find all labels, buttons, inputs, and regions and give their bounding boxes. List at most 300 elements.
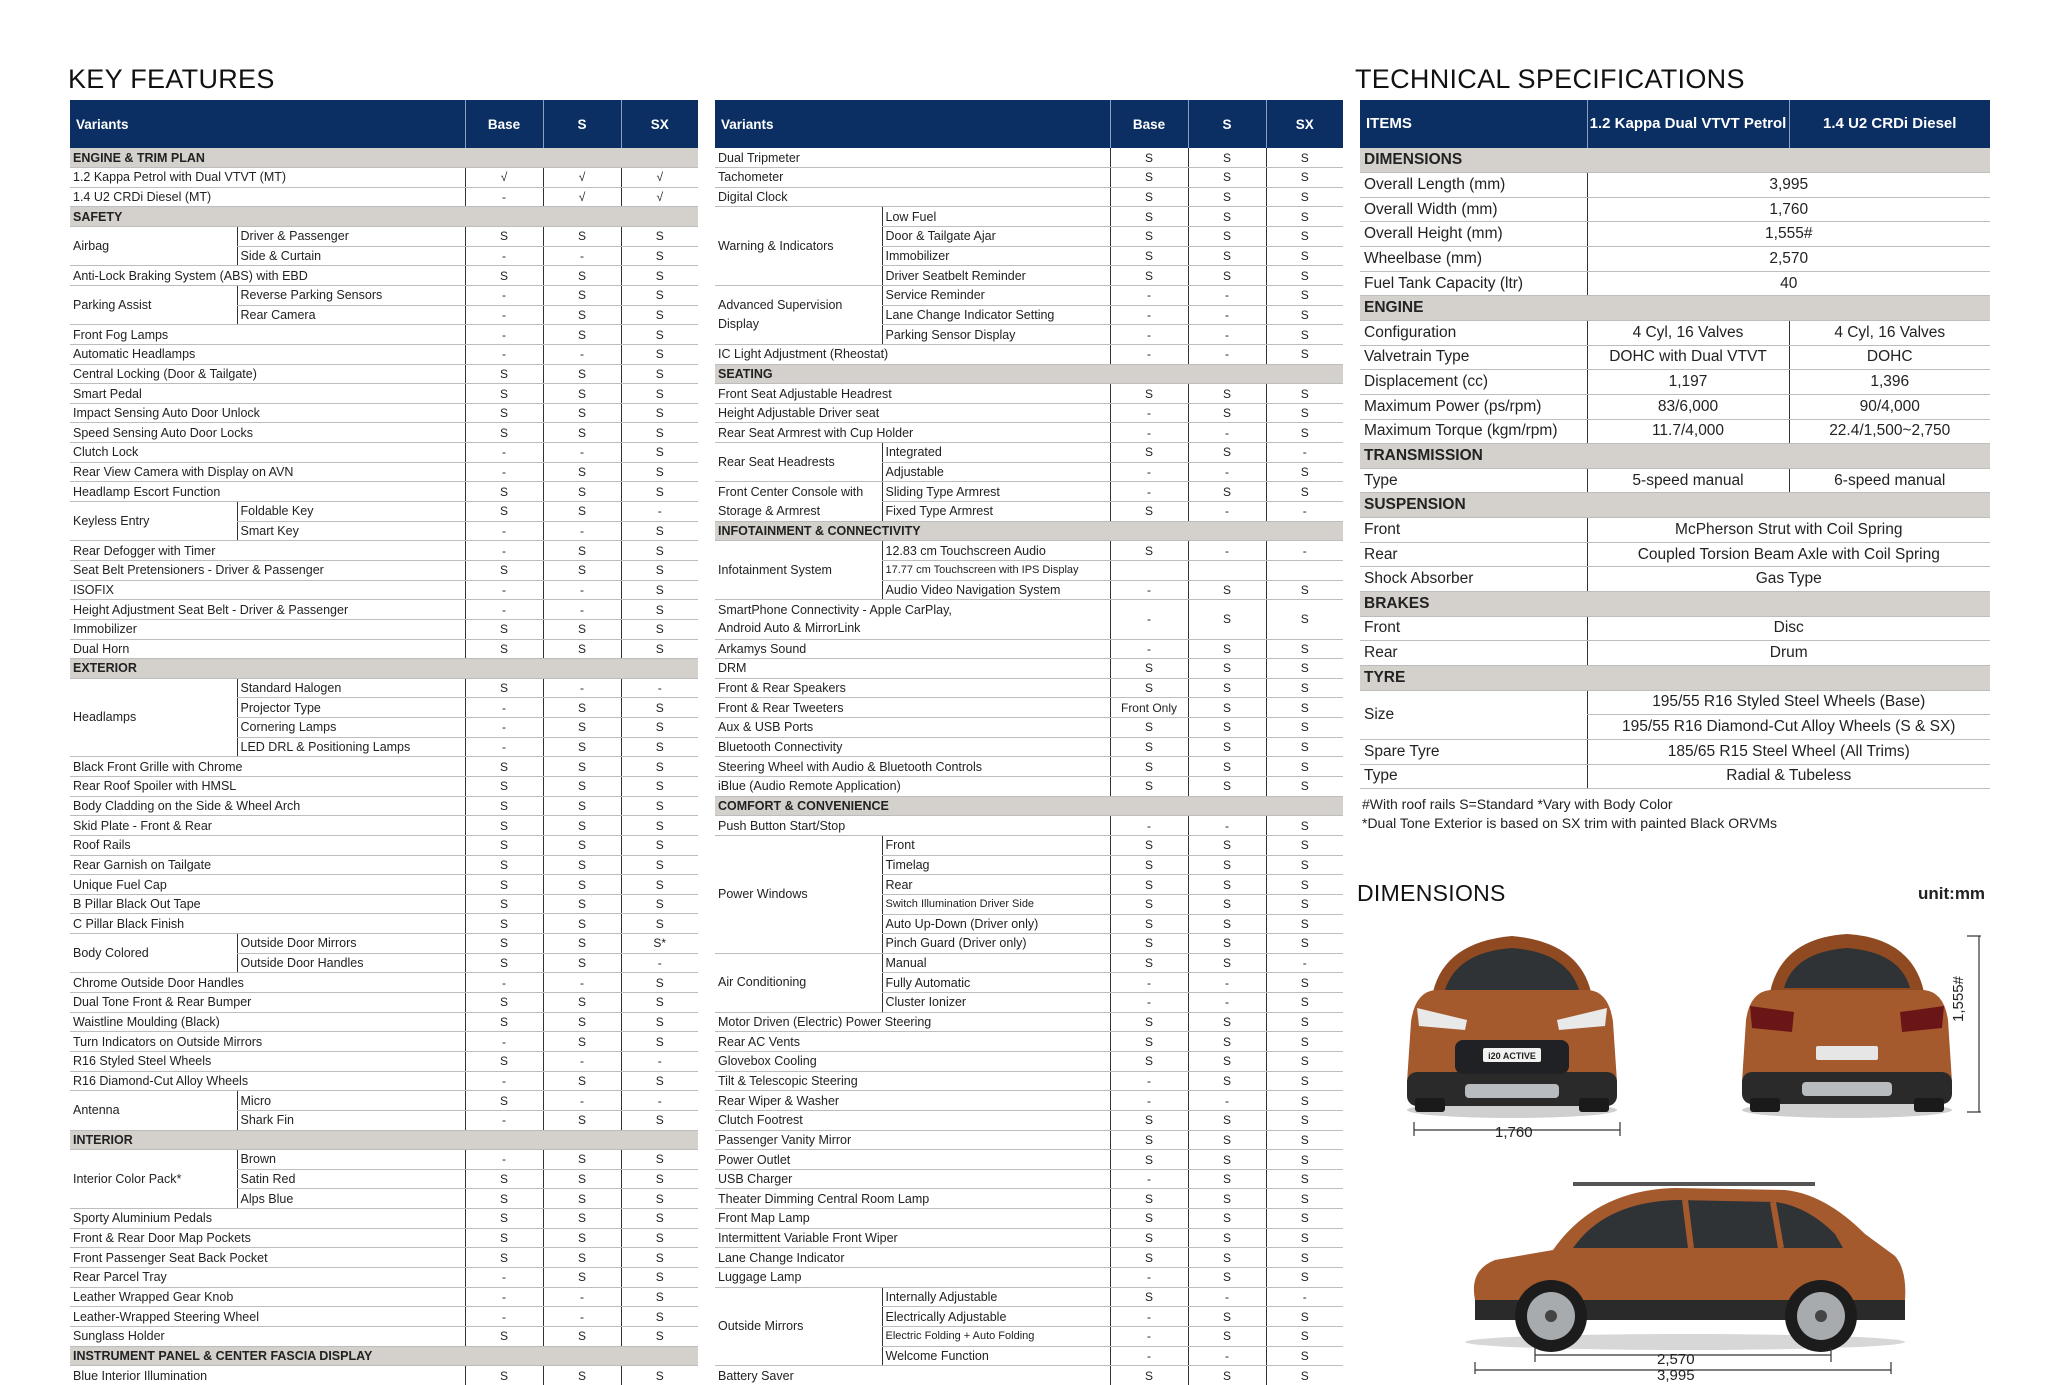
sx-value: S bbox=[1266, 1110, 1343, 1130]
base-value: S bbox=[1110, 934, 1188, 954]
feature-sub-label: Welcome Function bbox=[882, 1346, 1110, 1366]
base-value: - bbox=[1110, 285, 1188, 305]
s-value: S bbox=[1188, 1366, 1266, 1385]
s-header: S bbox=[543, 100, 621, 148]
section-header-row bbox=[1360, 296, 1990, 321]
feature-label: Tilt & Telescopic Steering bbox=[715, 1071, 1110, 1091]
s-value: - bbox=[543, 443, 621, 463]
length-dimension-label: 3,995 bbox=[1657, 1367, 1695, 1384]
feature-row bbox=[70, 1228, 698, 1248]
feature-label: USB Charger bbox=[715, 1169, 1110, 1189]
base-value: S bbox=[1110, 875, 1188, 895]
s-value: S bbox=[1188, 718, 1266, 738]
sx-value: S bbox=[621, 1012, 698, 1032]
sx-value: S bbox=[1266, 639, 1343, 659]
spec-label: Type bbox=[1360, 468, 1587, 493]
spec-value: 195/55 R16 Styled Steel Wheels (Base) bbox=[1587, 690, 1990, 715]
base-value: Front Only bbox=[1110, 698, 1188, 718]
base-value: S bbox=[465, 835, 543, 855]
feature-group-label: Front Center Console with Storage & Armrest bbox=[715, 482, 882, 521]
feature-row bbox=[70, 502, 698, 522]
s-value: S bbox=[1188, 187, 1266, 207]
base-value: S bbox=[1110, 1150, 1188, 1170]
spec-value: Disc bbox=[1587, 616, 1990, 641]
sx-value: - bbox=[1266, 1287, 1343, 1307]
petrol-value: 4 Cyl, 16 Valves bbox=[1587, 320, 1789, 345]
s-value: S bbox=[543, 796, 621, 816]
base-value: S bbox=[465, 875, 543, 895]
spec-row bbox=[1360, 247, 1990, 272]
s-value: S bbox=[1188, 914, 1266, 934]
sx-value: S bbox=[1266, 246, 1343, 266]
spec-row bbox=[1360, 567, 1990, 592]
base-value: S bbox=[1110, 384, 1188, 404]
s-value: S bbox=[1188, 698, 1266, 718]
feature-group-label: Air Conditioning bbox=[715, 953, 882, 1012]
feature-label: Speed Sensing Auto Door Locks bbox=[70, 423, 465, 443]
feature-label: Waistline Moulding (Black) bbox=[70, 1012, 465, 1032]
section-label: INTERIOR bbox=[70, 1130, 698, 1150]
s-value: - bbox=[1188, 1346, 1266, 1366]
sx-value: S bbox=[1266, 718, 1343, 738]
base-value: S bbox=[1110, 1189, 1188, 1209]
base-value: S bbox=[1110, 541, 1188, 561]
s-value: S bbox=[1188, 1051, 1266, 1071]
base-value: S bbox=[1110, 148, 1188, 168]
s-value: S bbox=[1188, 835, 1266, 855]
s-value: S bbox=[1188, 855, 1266, 875]
base-value: S bbox=[465, 1169, 543, 1189]
base-value: S bbox=[1110, 1130, 1188, 1150]
sx-value: - bbox=[621, 953, 698, 973]
s-value: S bbox=[543, 953, 621, 973]
feature-label: Immobilizer bbox=[70, 619, 465, 639]
sx-value: S bbox=[621, 894, 698, 914]
sx-value: S bbox=[1266, 1150, 1343, 1170]
s-value: S bbox=[1188, 443, 1266, 463]
s-value: S bbox=[1188, 678, 1266, 698]
s-value: S bbox=[1188, 1209, 1266, 1229]
section-label: INSTRUMENT PANEL & CENTER FASCIA DISPLAY bbox=[70, 1346, 698, 1366]
spec-label: Maximum Torque (kgm/rpm) bbox=[1360, 419, 1587, 444]
s-value: S bbox=[543, 1268, 621, 1288]
base-value: S bbox=[465, 403, 543, 423]
s-value: S bbox=[1188, 639, 1266, 659]
spec-value: 1,760 bbox=[1587, 197, 1990, 222]
feature-row bbox=[70, 560, 698, 580]
feature-row bbox=[70, 1248, 698, 1268]
sx-value: S bbox=[621, 1366, 698, 1385]
feature-row bbox=[715, 1189, 1343, 1209]
sx-value: S bbox=[1266, 934, 1343, 954]
feature-sub-label: Service Reminder bbox=[882, 285, 1110, 305]
feature-row bbox=[70, 1209, 698, 1229]
sx-value: S bbox=[621, 718, 698, 738]
feature-row bbox=[715, 698, 1343, 718]
sx-value: S* bbox=[621, 934, 698, 954]
s-value: S bbox=[1188, 777, 1266, 797]
base-value: S bbox=[465, 777, 543, 797]
base-value: S bbox=[465, 1326, 543, 1346]
base-value: S bbox=[1110, 246, 1188, 266]
feature-label: Dual Tripmeter bbox=[715, 148, 1110, 168]
sx-value: S bbox=[621, 875, 698, 895]
s-value: S bbox=[543, 1248, 621, 1268]
sx-value: S bbox=[1266, 855, 1343, 875]
feature-group-label: Headlamps bbox=[70, 678, 237, 757]
feature-group-label: Rear Seat Headrests bbox=[715, 443, 882, 482]
feature-sub-label: Reverse Parking Sensors bbox=[237, 285, 465, 305]
sx-value: S bbox=[621, 1071, 698, 1091]
feature-label: Chrome Outside Door Handles bbox=[70, 973, 465, 993]
feature-label: Arkamys Sound bbox=[715, 639, 1110, 659]
s-value: S bbox=[543, 934, 621, 954]
feature-group-label: Infotainment System bbox=[715, 541, 882, 600]
base-value: - bbox=[1110, 482, 1188, 502]
base-value: S bbox=[465, 384, 543, 404]
diesel-value: 90/4,000 bbox=[1789, 394, 1990, 419]
s-value: S bbox=[1188, 1110, 1266, 1130]
feature-group-label: Body Colored bbox=[70, 934, 237, 973]
s-value: S bbox=[543, 1326, 621, 1346]
base-value: - bbox=[465, 305, 543, 325]
feature-group-label: Parking Assist bbox=[70, 285, 237, 324]
feature-row bbox=[715, 1032, 1343, 1052]
sx-value: S bbox=[1266, 1051, 1343, 1071]
feature-group-label: Airbag bbox=[70, 227, 237, 266]
feature-label: Dual Tone Front & Rear Bumper bbox=[70, 993, 465, 1013]
key-features-table-left bbox=[70, 100, 698, 1385]
feature-row bbox=[715, 1209, 1343, 1229]
spec-label: Fuel Tank Capacity (ltr) bbox=[1360, 271, 1587, 296]
base-value: S bbox=[465, 482, 543, 502]
feature-label: Digital Clock bbox=[715, 187, 1110, 207]
base-value: - bbox=[1110, 1307, 1188, 1327]
s-value: S bbox=[1188, 1268, 1266, 1288]
diesel-value: 1,396 bbox=[1789, 370, 1990, 395]
petrol-value: 83/6,000 bbox=[1587, 394, 1789, 419]
feature-group-label: Antenna bbox=[70, 1091, 237, 1130]
sx-value: S bbox=[621, 600, 698, 620]
sx-value: S bbox=[1266, 1248, 1343, 1268]
sx-value: S bbox=[1266, 1268, 1343, 1288]
sx-value: S bbox=[1266, 1307, 1343, 1327]
feature-group-label: Warning & Indicators bbox=[715, 207, 882, 286]
section-header-row bbox=[1360, 148, 1990, 173]
s-value: S bbox=[543, 1189, 621, 1209]
section-label: SAFETY bbox=[70, 207, 698, 227]
feature-row bbox=[715, 600, 1343, 639]
base-value: - bbox=[1110, 1346, 1188, 1366]
s-value: S bbox=[543, 482, 621, 502]
petrol-value: 5-speed manual bbox=[1587, 468, 1789, 493]
feature-sub-label: Sliding Type Armrest bbox=[882, 482, 1110, 502]
feature-row bbox=[715, 1012, 1343, 1032]
section-header-row bbox=[70, 207, 698, 227]
sx-value: S bbox=[1266, 816, 1343, 836]
s-value: - bbox=[543, 1051, 621, 1071]
key-features-title: KEY FEATURES bbox=[68, 64, 275, 94]
spec-value: Coupled Torsion Beam Axle with Coil Spring bbox=[1587, 542, 1990, 567]
base-value: S bbox=[1110, 1032, 1188, 1052]
sx-value: S bbox=[1266, 227, 1343, 247]
feature-label: Anti-Lock Braking System (ABS) with EBD bbox=[70, 266, 465, 286]
base-header: Base bbox=[1110, 100, 1188, 148]
sx-value: S bbox=[621, 521, 698, 541]
feature-label: Turn Indicators on Outside Mirrors bbox=[70, 1032, 465, 1052]
base-value: - bbox=[465, 1032, 543, 1052]
base-value: S bbox=[465, 364, 543, 384]
section-header-row bbox=[70, 659, 698, 679]
feature-sub-label: Rear Camera bbox=[237, 305, 465, 325]
s-value: S bbox=[543, 993, 621, 1013]
sx-value: S bbox=[621, 246, 698, 266]
sx-value: S bbox=[621, 698, 698, 718]
section-label: COMFORT & CONVENIENCE bbox=[715, 796, 1343, 816]
feature-label: Rear Defogger with Timer bbox=[70, 541, 465, 561]
base-value: - bbox=[465, 462, 543, 482]
section-label: BRAKES bbox=[1360, 592, 1990, 617]
spec-label: Valvetrain Type bbox=[1360, 345, 1587, 370]
sx-value: S bbox=[1266, 1209, 1343, 1229]
feature-label: Rear Parcel Tray bbox=[70, 1268, 465, 1288]
base-value: - bbox=[1110, 816, 1188, 836]
base-value: - bbox=[465, 973, 543, 993]
base-value bbox=[1110, 560, 1188, 580]
base-value: S bbox=[465, 914, 543, 934]
feature-row bbox=[70, 364, 698, 384]
feature-row bbox=[70, 678, 698, 698]
s-value: S bbox=[1188, 207, 1266, 227]
sx-value: S bbox=[1266, 187, 1343, 207]
feature-row bbox=[70, 325, 698, 345]
sx-value: S bbox=[621, 619, 698, 639]
s-value: S bbox=[543, 227, 621, 247]
feature-label: Motor Driven (Electric) Power Steering bbox=[715, 1012, 1110, 1032]
sx-value: S bbox=[1266, 207, 1343, 227]
s-value: S bbox=[1188, 875, 1266, 895]
section-header-row bbox=[1360, 493, 1990, 518]
sx-value: S bbox=[621, 403, 698, 423]
base-value: S bbox=[465, 894, 543, 914]
feature-label: Central Locking (Door & Tailgate) bbox=[70, 364, 465, 384]
sx-value: S bbox=[1266, 973, 1343, 993]
sx-value: S bbox=[1266, 423, 1343, 443]
s-value: S bbox=[543, 1169, 621, 1189]
spec-row bbox=[1360, 222, 1990, 247]
feature-group-label: Power Windows bbox=[715, 835, 882, 953]
feature-row bbox=[70, 266, 698, 286]
petrol-value: 1,197 bbox=[1587, 370, 1789, 395]
spec-label: Overall Length (mm) bbox=[1360, 173, 1587, 198]
base-value: - bbox=[465, 246, 543, 266]
sx-value: S bbox=[1266, 1130, 1343, 1150]
section-header-row bbox=[70, 1346, 698, 1366]
feature-label: Sunglass Holder bbox=[70, 1326, 465, 1346]
spec-row bbox=[1360, 320, 1990, 345]
sx-value: S bbox=[621, 1209, 698, 1229]
feature-sub-label: Micro bbox=[237, 1091, 465, 1111]
feature-row bbox=[70, 777, 698, 797]
base-value: - bbox=[465, 737, 543, 757]
s-value: - bbox=[543, 600, 621, 620]
feature-label: Rear Wiper & Washer bbox=[715, 1091, 1110, 1111]
section-header-row bbox=[1360, 592, 1990, 617]
base-value: S bbox=[1110, 678, 1188, 698]
sx-value: S bbox=[1266, 894, 1343, 914]
sx-value: S bbox=[621, 1307, 698, 1327]
feature-row bbox=[715, 384, 1343, 404]
sx-value: S bbox=[621, 1189, 698, 1209]
s-value: S bbox=[1188, 1012, 1266, 1032]
feature-row bbox=[715, 1091, 1343, 1111]
feature-sub-label: Immobilizer bbox=[882, 246, 1110, 266]
feature-label: Rear Garnish on Tailgate bbox=[70, 855, 465, 875]
feature-label: 1.4 U2 CRDi Diesel (MT) bbox=[70, 187, 465, 207]
feature-label: Aux & USB Ports bbox=[715, 718, 1110, 738]
feature-row bbox=[70, 1091, 698, 1111]
feature-row bbox=[715, 1051, 1343, 1071]
base-value: S bbox=[465, 1248, 543, 1268]
spec-value: 40 bbox=[1587, 271, 1990, 296]
feature-row bbox=[70, 1268, 698, 1288]
base-value: - bbox=[1110, 344, 1188, 364]
sx-value: S bbox=[1266, 168, 1343, 188]
feature-sub-label: Outside Door Handles bbox=[237, 953, 465, 973]
s-value: S bbox=[1188, 148, 1266, 168]
feature-label: Unique Fuel Cap bbox=[70, 875, 465, 895]
base-value: S bbox=[1110, 718, 1188, 738]
base-value: - bbox=[1110, 403, 1188, 423]
feature-sub-label: Smart Key bbox=[237, 521, 465, 541]
sx-value: - bbox=[621, 1091, 698, 1111]
s-value: S bbox=[1188, 227, 1266, 247]
feature-row bbox=[70, 187, 698, 207]
feature-label: Leather-Wrapped Steering Wheel bbox=[70, 1307, 465, 1327]
s-value: S bbox=[1188, 894, 1266, 914]
s-value: S bbox=[1188, 1326, 1266, 1346]
feature-label: Black Front Grille with Chrome bbox=[70, 757, 465, 777]
tech-specs-table bbox=[1360, 100, 1990, 789]
feature-row bbox=[715, 718, 1343, 738]
s-value: S bbox=[1188, 168, 1266, 188]
s-value: S bbox=[543, 325, 621, 345]
feature-row bbox=[70, 639, 698, 659]
sx-value: S bbox=[621, 914, 698, 934]
feature-row bbox=[70, 855, 698, 875]
s-value: √ bbox=[543, 168, 621, 188]
s-value: S bbox=[543, 1110, 621, 1130]
s-value: S bbox=[1188, 1150, 1266, 1170]
base-value: S bbox=[1110, 1209, 1188, 1229]
feature-row bbox=[70, 227, 698, 247]
feature-row bbox=[70, 443, 698, 463]
table-header-row bbox=[1360, 100, 1990, 148]
s-value: S bbox=[543, 266, 621, 286]
feature-row bbox=[70, 757, 698, 777]
spec-value: 195/55 R16 Diamond-Cut Alloy Wheels (S & SX) bbox=[1587, 715, 1990, 740]
section-header-row bbox=[715, 796, 1343, 816]
feature-sub-label: Fixed Type Armrest bbox=[882, 502, 1110, 522]
sx-value: S bbox=[621, 973, 698, 993]
feature-row bbox=[70, 1287, 698, 1307]
s-value: S bbox=[543, 541, 621, 561]
sx-header: SX bbox=[1266, 100, 1343, 148]
feature-label bbox=[715, 600, 1110, 639]
feature-label: Sporty Aluminium Pedals bbox=[70, 1209, 465, 1229]
feature-row bbox=[715, 1268, 1343, 1288]
base-value: S bbox=[1110, 757, 1188, 777]
base-value: - bbox=[465, 443, 543, 463]
base-value: S bbox=[465, 1051, 543, 1071]
base-value: S bbox=[1110, 777, 1188, 797]
footnote-1: #With roof rails S=Standard *Vary with Body Color bbox=[1362, 796, 1673, 812]
feature-label: DRM bbox=[715, 659, 1110, 679]
s-value: S bbox=[1188, 1169, 1266, 1189]
sx-value: S bbox=[621, 462, 698, 482]
s-value: S bbox=[1188, 482, 1266, 502]
s-value: S bbox=[1188, 1130, 1266, 1150]
feature-sub-label: Auto Up-Down (Driver only) bbox=[882, 914, 1110, 934]
sx-value: S bbox=[1266, 600, 1343, 639]
spec-label: Spare Tyre bbox=[1360, 739, 1587, 764]
feature-row bbox=[715, 1248, 1343, 1268]
base-value: - bbox=[465, 580, 543, 600]
s-value: - bbox=[543, 678, 621, 698]
spec-value: Radial & Tubeless bbox=[1587, 764, 1990, 789]
base-value: - bbox=[465, 718, 543, 738]
section-label: DIMENSIONS bbox=[1360, 148, 1990, 173]
base-value: √ bbox=[465, 168, 543, 188]
base-value: S bbox=[1110, 1366, 1188, 1385]
base-value: S bbox=[1110, 207, 1188, 227]
feature-row bbox=[715, 1169, 1343, 1189]
feature-row bbox=[70, 580, 698, 600]
base-value: - bbox=[465, 541, 543, 561]
spec-label: Shock Absorber bbox=[1360, 567, 1587, 592]
section-label: ENGINE & TRIM PLAN bbox=[70, 148, 698, 168]
sx-value: S bbox=[621, 227, 698, 247]
base-value: S bbox=[465, 816, 543, 836]
s-value: - bbox=[1188, 1091, 1266, 1111]
spec-row bbox=[1360, 197, 1990, 222]
sx-value: S bbox=[621, 541, 698, 561]
spec-value: Drum bbox=[1587, 641, 1990, 666]
spec-row bbox=[1360, 271, 1990, 296]
feature-sub-label: Low Fuel bbox=[882, 207, 1110, 227]
feature-row bbox=[715, 1071, 1343, 1091]
feature-row bbox=[715, 148, 1343, 168]
feature-sub-label: LED DRL & Positioning Lamps bbox=[237, 737, 465, 757]
feature-label: Power Outlet bbox=[715, 1150, 1110, 1170]
s-value: S bbox=[543, 718, 621, 738]
feature-label: Dual Horn bbox=[70, 639, 465, 659]
base-value: - bbox=[465, 1268, 543, 1288]
s-value: S bbox=[543, 285, 621, 305]
feature-sub-label: Manual bbox=[882, 953, 1110, 973]
feature-label: Headlamp Escort Function bbox=[70, 482, 465, 502]
sx-value: S bbox=[1266, 1012, 1343, 1032]
feature-sub-label: Side & Curtain bbox=[237, 246, 465, 266]
feature-label: IC Light Adjustment (Rheostat) bbox=[715, 344, 1110, 364]
feature-label: Seat Belt Pretensioners - Driver & Passenger bbox=[70, 560, 465, 580]
sx-value: S bbox=[1266, 384, 1343, 404]
section-label: SEATING bbox=[715, 364, 1343, 384]
sx-value: S bbox=[1266, 993, 1343, 1013]
height-dimension-line bbox=[1965, 934, 1985, 1114]
s-value: S bbox=[543, 1032, 621, 1052]
feature-row bbox=[715, 757, 1343, 777]
